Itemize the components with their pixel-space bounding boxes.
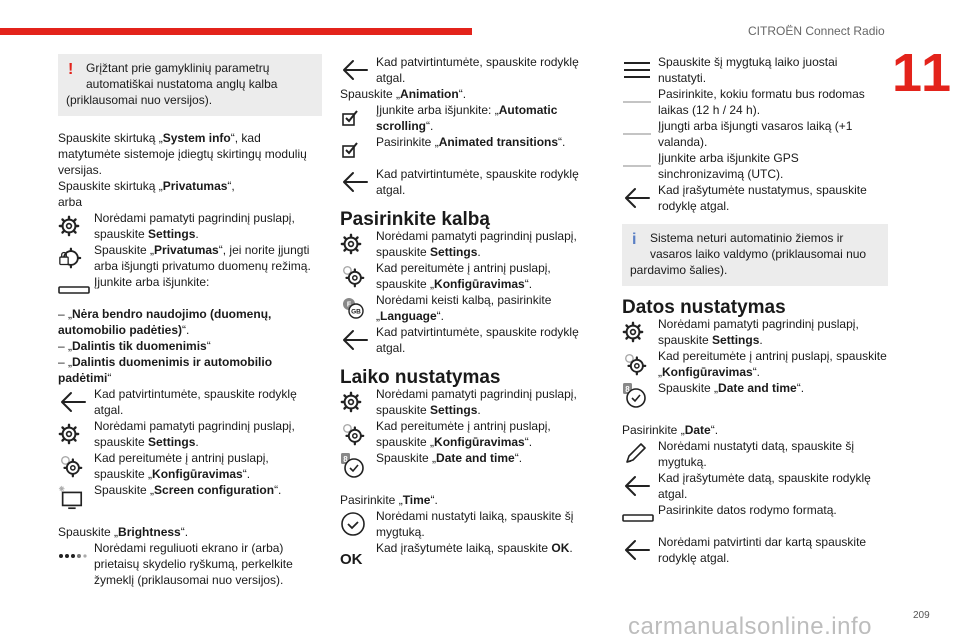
step-back-5: Kad įrašytumėte nustatymus, spauskite rodyklę atgal. bbox=[622, 182, 888, 214]
warning-box bbox=[58, 54, 322, 116]
step-set-time: Norėdami nustatyti laiką, spauskite šį mygtuką. bbox=[340, 508, 602, 540]
option-data-position: – „Dalintis duomenimis ir automobilio padėtimi“ bbox=[58, 355, 273, 385]
language-icon[interactable] bbox=[340, 295, 366, 321]
step-back-1: Kad patvirtintumėte, spauskite rodyklę atgal. bbox=[58, 386, 322, 418]
step-date-format: Pasirinkite datos rodymo formatą. bbox=[622, 502, 888, 534]
step-config-2: Kad pereitumėte į antrinį puslapį, spauskite „Konfigūravimas“. bbox=[340, 260, 602, 292]
column-1 bbox=[58, 54, 322, 588]
back-arrow-icon[interactable] bbox=[58, 390, 88, 414]
step-privacy: Spauskite „Privatumas“, jei norite įjungti arba išjungti privatumo duomenų režimą. bbox=[58, 242, 322, 274]
step-back-6: Kad įrašytumėte datą, spauskite rodyklę atgal. bbox=[622, 470, 888, 502]
step-auto-scroll: Įjunkite arba išjunkite: „Automatic scrolling“. bbox=[340, 102, 602, 134]
screen-icon[interactable] bbox=[58, 485, 84, 511]
step-language: Norėdami keisti kalbą, pasirinkite „Language“. bbox=[340, 292, 602, 324]
step-config-4: Kad pereitumėte į antrinį puslapį, spauskite „Konfigūravimas“. bbox=[622, 348, 888, 380]
subpage-gear-icon[interactable] bbox=[340, 263, 366, 289]
toggle-line-icon[interactable] bbox=[622, 131, 652, 137]
step-settings-5: Norėdami pamatyti pagrindinį puslapį, spauskite Settings. bbox=[622, 316, 888, 348]
gear-icon[interactable] bbox=[622, 321, 644, 343]
step-gps: Įjunkite arba išjunkite GPS sinchronizavimą (UTC). bbox=[622, 150, 888, 182]
step-timezone: Spauskite šį mygtuką laiko juostai nustatyti. bbox=[622, 54, 888, 86]
step-settings: Norėdami pamatyti pagrindinį puslapį, spauskite Settings. bbox=[58, 210, 322, 242]
info-text-2: vasaros laiko valdymo (priklausomai nuo bbox=[650, 247, 867, 261]
toggle-line-icon[interactable] bbox=[622, 99, 652, 105]
clock-icon[interactable] bbox=[340, 511, 366, 537]
step-dst: Įjungti arba išjungti vasaros laiką (+1 valanda). bbox=[622, 118, 888, 150]
or-text: arba bbox=[58, 195, 83, 209]
back-arrow-icon[interactable] bbox=[340, 58, 370, 82]
step-back-4: Kad patvirtintumėte, spauskite rodyklę atgal. bbox=[340, 324, 602, 356]
page-number: 209 bbox=[913, 610, 930, 621]
back-arrow-icon[interactable] bbox=[622, 474, 652, 498]
gear-icon[interactable] bbox=[340, 391, 362, 413]
gear-icon[interactable] bbox=[58, 423, 80, 445]
edit-pencil-icon[interactable] bbox=[622, 441, 648, 467]
warning-text-1: Grįžtant prie gamyklinių parametrų bbox=[86, 61, 270, 75]
slider-icon[interactable] bbox=[58, 551, 90, 561]
warning-text-3: (priklausomai nuo versijos). bbox=[66, 93, 213, 107]
step-settings-2: Norėdami pamatyti pagrindinį puslapį, spauskite Settings. bbox=[58, 418, 322, 450]
brightness-text: Spauskite „Brightness“. bbox=[58, 525, 189, 539]
step-format: Pasirinkite, kokiu formatu bus rodomas laikas (12 h / 24 h). bbox=[622, 86, 888, 118]
warning-icon: ! bbox=[68, 61, 74, 78]
back-arrow-icon[interactable] bbox=[622, 186, 652, 210]
info-text-3: pardavimo šalies). bbox=[630, 263, 728, 277]
option-data-only: – „Dalintis tik duomenimis“ bbox=[58, 339, 211, 353]
checkbox-icon[interactable] bbox=[340, 108, 360, 128]
toggle-icon[interactable] bbox=[58, 284, 90, 296]
step-settings-3: Norėdami pamatyti pagrindinį puslapį, spauskite Settings. bbox=[340, 228, 602, 260]
info-icon: i bbox=[632, 231, 637, 248]
subpage-gear-icon[interactable] bbox=[58, 453, 84, 479]
section-title-language: Pasirinkite kalbą bbox=[340, 209, 490, 230]
gear-icon[interactable] bbox=[58, 215, 80, 237]
system-info-text: Spauskite skirtuką „System info“, kad matytumėte sistemoje įdiegtų skirtingų modulių versijas. bbox=[58, 131, 307, 177]
step-date-time-2: Spauskite „Date and time“. bbox=[622, 380, 888, 412]
option-no-sharing: – „Nėra bendro naudojimo (duomenų, automobilio padėties)“. bbox=[58, 307, 272, 337]
date-time-icon[interactable] bbox=[622, 382, 648, 410]
toggle-icon[interactable] bbox=[622, 512, 654, 524]
column-3 bbox=[622, 54, 888, 566]
date-select-text: Pasirinkite „Date“. bbox=[622, 423, 719, 437]
section-title-time: Laiko nustatymas bbox=[340, 367, 501, 388]
privacy-tab-text: Spauskite skirtuką „Privatumas“, bbox=[58, 179, 235, 193]
step-back-3: Kad patvirtintumėte, spauskite rodyklę atgal. bbox=[340, 166, 602, 198]
privacy-gear-icon[interactable] bbox=[58, 246, 82, 270]
info-box bbox=[622, 224, 888, 286]
subpage-gear-icon[interactable] bbox=[340, 421, 366, 447]
step-date-time: Spauskite „Date and time“. bbox=[340, 450, 602, 482]
header-title: CITROËN Connect Radio bbox=[748, 24, 885, 38]
step-transitions: Pasirinkite „Animated transitions“. bbox=[340, 134, 602, 166]
step-config-3: Kad pereitumėte į antrinį puslapį, spauskite „Konfigūravimas“. bbox=[340, 418, 602, 450]
step-brightness: Norėdami reguliuoti ekrano ir (arba) prietaisų skydelio ryškumą, perkelkite žymeklį (priklausomai nuo versijos). bbox=[58, 540, 322, 588]
subpage-gear-icon[interactable] bbox=[622, 351, 648, 377]
column-2 bbox=[340, 54, 602, 568]
header-accent-bar bbox=[0, 28, 472, 35]
ok-button[interactable]: OK bbox=[340, 551, 363, 568]
back-arrow-icon[interactable] bbox=[340, 170, 370, 194]
info-text-1: Sistema neturi automatinio žiemos ir bbox=[650, 231, 844, 245]
chapter-number: 11 bbox=[892, 43, 954, 103]
watermark: carmanualsonline.info bbox=[628, 613, 872, 640]
checkbox-icon[interactable] bbox=[340, 140, 360, 160]
step-set-date: Norėdami nustatyti datą, spauskite šį mygtuką. bbox=[622, 438, 888, 470]
step-back-2: Kad patvirtintumėte, spauskite rodyklę atgal. bbox=[340, 54, 602, 86]
step-save-time: OK Kad įrašytumėte laiką, spauskite OK. bbox=[340, 541, 573, 568]
step-config: Kad pereitumėte į antrinį puslapį, spauskite „Konfigūravimas“. bbox=[58, 450, 322, 482]
gear-icon[interactable] bbox=[340, 233, 362, 255]
step-screen-config: Spauskite „Screen configuration“. bbox=[58, 482, 322, 514]
menu-list-icon[interactable] bbox=[622, 57, 652, 83]
back-arrow-icon[interactable] bbox=[622, 538, 652, 562]
step-toggle: Įjunkite arba išjunkite: bbox=[58, 274, 322, 306]
section-title-date: Datos nustatymas bbox=[622, 297, 786, 318]
toggle-line-icon[interactable] bbox=[622, 163, 652, 169]
animation-text: Spauskite „Animation“. bbox=[340, 87, 467, 101]
date-time-icon[interactable] bbox=[340, 452, 366, 480]
back-arrow-icon[interactable] bbox=[340, 328, 370, 352]
step-back-7: Norėdami patvirtinti dar kartą spauskite rodyklę atgal. bbox=[622, 534, 888, 566]
time-select-text: Pasirinkite „Time“. bbox=[340, 493, 438, 507]
warning-text-2: automatiškai nustatoma anglų kalba bbox=[86, 77, 278, 91]
step-settings-4: Norėdami pamatyti pagrindinį puslapį, spauskite Settings. bbox=[340, 386, 602, 418]
